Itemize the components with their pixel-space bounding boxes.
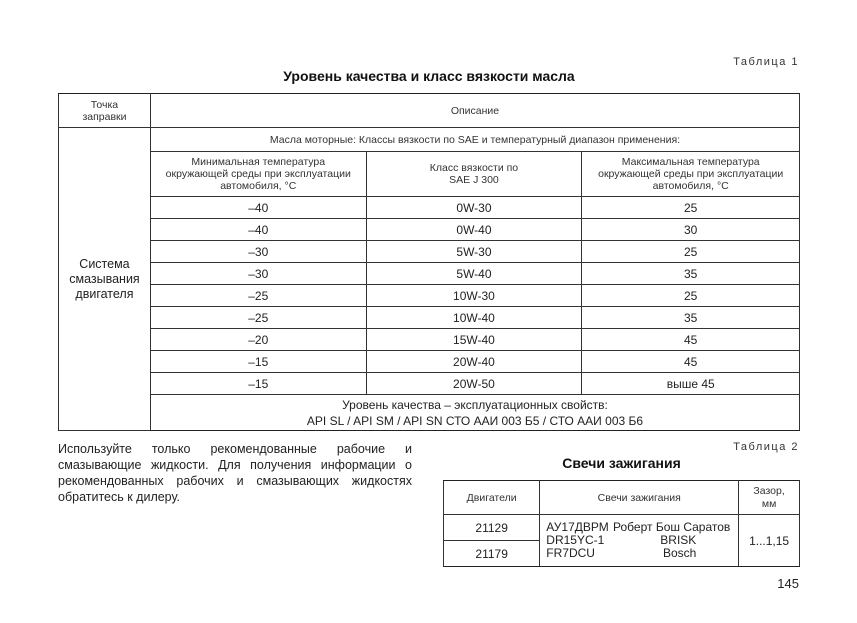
min-temp-cell: –30 xyxy=(150,241,366,263)
min-temp-cell: –40 xyxy=(150,219,366,241)
min-temp-cell: –25 xyxy=(150,285,366,307)
point-name-text: Система смазывания двигателя xyxy=(69,256,140,301)
table1-title: Уровень качества и класс вязкости масла xyxy=(283,68,575,84)
max-temp-cell: 45 xyxy=(582,329,800,351)
plug-maker: Bosch xyxy=(662,546,697,560)
col-engines-header: Двигатели xyxy=(444,481,540,515)
sae-cell: 0W-30 xyxy=(366,197,582,219)
sae-cell: 5W-40 xyxy=(366,263,582,285)
table-row xyxy=(59,329,800,351)
table2-header-row xyxy=(444,481,800,515)
spark-plugs-table xyxy=(443,480,800,567)
table-row xyxy=(59,197,800,219)
plug-model: FR7DCU xyxy=(546,546,595,560)
col-point-header: Точка заправки xyxy=(59,94,151,128)
sub-header-max-temp: Максимальная температура окружающей среды при эксплуатации автомобиля, °С xyxy=(582,152,800,197)
max-temp-cell: 25 xyxy=(582,197,800,219)
table-row xyxy=(59,241,800,263)
min-temp-cell: –15 xyxy=(150,373,366,395)
engine-cell: 21129 xyxy=(444,515,540,541)
min-temp-cell: –40 xyxy=(150,197,366,219)
plugs-cell xyxy=(540,515,739,567)
sae-cell: 20W-40 xyxy=(366,351,582,373)
quality-line1: Уровень качества – эксплуатационных свойств: xyxy=(342,397,608,412)
recommendation-paragraph: Используйте только рекомендованные рабочие и смазывающие жидкости. Для получения информации о рекомендованных рабочих и смазывающих жидкостях обратитесь к дилеру. xyxy=(58,442,412,504)
quality-cell xyxy=(150,395,799,431)
max-temp-cell: выше 45 xyxy=(582,373,800,395)
sae-cell: 15W-40 xyxy=(366,329,582,351)
max-temp-cell: 35 xyxy=(582,307,800,329)
oil-viscosity-table xyxy=(58,93,800,431)
page-number: 145 xyxy=(777,576,799,591)
engine-cell: 21179 xyxy=(444,541,540,567)
col-plugs-header: Свечи зажигания xyxy=(540,481,739,515)
table-row xyxy=(444,515,800,541)
table1-header-row xyxy=(59,94,800,128)
table-row xyxy=(59,285,800,307)
max-temp-cell: 35 xyxy=(582,263,800,285)
col-description-header: Описание xyxy=(150,94,799,128)
plug-maker: BRISK xyxy=(660,533,697,547)
max-temp-cell: 25 xyxy=(582,241,800,263)
plug-maker: Роберт Бош Саратов xyxy=(613,520,731,534)
point-name xyxy=(59,128,151,431)
sae-cell: 5W-30 xyxy=(366,241,582,263)
table1-number: Таблица 1 xyxy=(733,56,799,68)
min-temp-cell: –30 xyxy=(150,263,366,285)
sae-cell: 10W-30 xyxy=(366,285,582,307)
min-temp-cell: –25 xyxy=(150,307,366,329)
max-temp-cell: 30 xyxy=(582,219,800,241)
sae-cell: 10W-40 xyxy=(366,307,582,329)
plug-model: DR15YC-1 xyxy=(546,533,605,547)
gap-cell: 1...1,15 xyxy=(739,515,800,567)
sae-cell: 20W-50 xyxy=(366,373,582,395)
sae-cell: 0W-40 xyxy=(366,219,582,241)
table-row xyxy=(59,219,800,241)
sub-header-min-temp: Минимальная температура окружающей среды при эксплуатации автомобиля, °С xyxy=(150,152,366,197)
table-row xyxy=(59,263,800,285)
table-row xyxy=(59,307,800,329)
max-temp-cell: 45 xyxy=(582,351,800,373)
section-title: Масла моторные: Классы вязкости по SAE и температурный диапазон применения: xyxy=(150,128,799,152)
min-temp-cell: –20 xyxy=(150,329,366,351)
list-item xyxy=(546,547,696,560)
table-row xyxy=(59,373,800,395)
quality-line2: API SL / API SM / API SN СТО ААИ 003 Б5 / СТО ААИ 003 Б6 xyxy=(306,413,644,428)
table-row xyxy=(59,351,800,373)
min-temp-cell: –15 xyxy=(150,351,366,373)
sub-header-row xyxy=(59,152,800,197)
max-temp-cell: 25 xyxy=(582,285,800,307)
sub-header-sae: Класс вязкости по SAE J 300 xyxy=(366,152,582,197)
table2-number: Таблица 2 xyxy=(733,441,799,453)
quality-row xyxy=(59,395,800,431)
plug-model: АУ17ДВРМ xyxy=(546,520,609,534)
table2-title: Свечи зажигания xyxy=(562,455,681,471)
col-gap-header: Зазор, мм xyxy=(739,481,800,515)
